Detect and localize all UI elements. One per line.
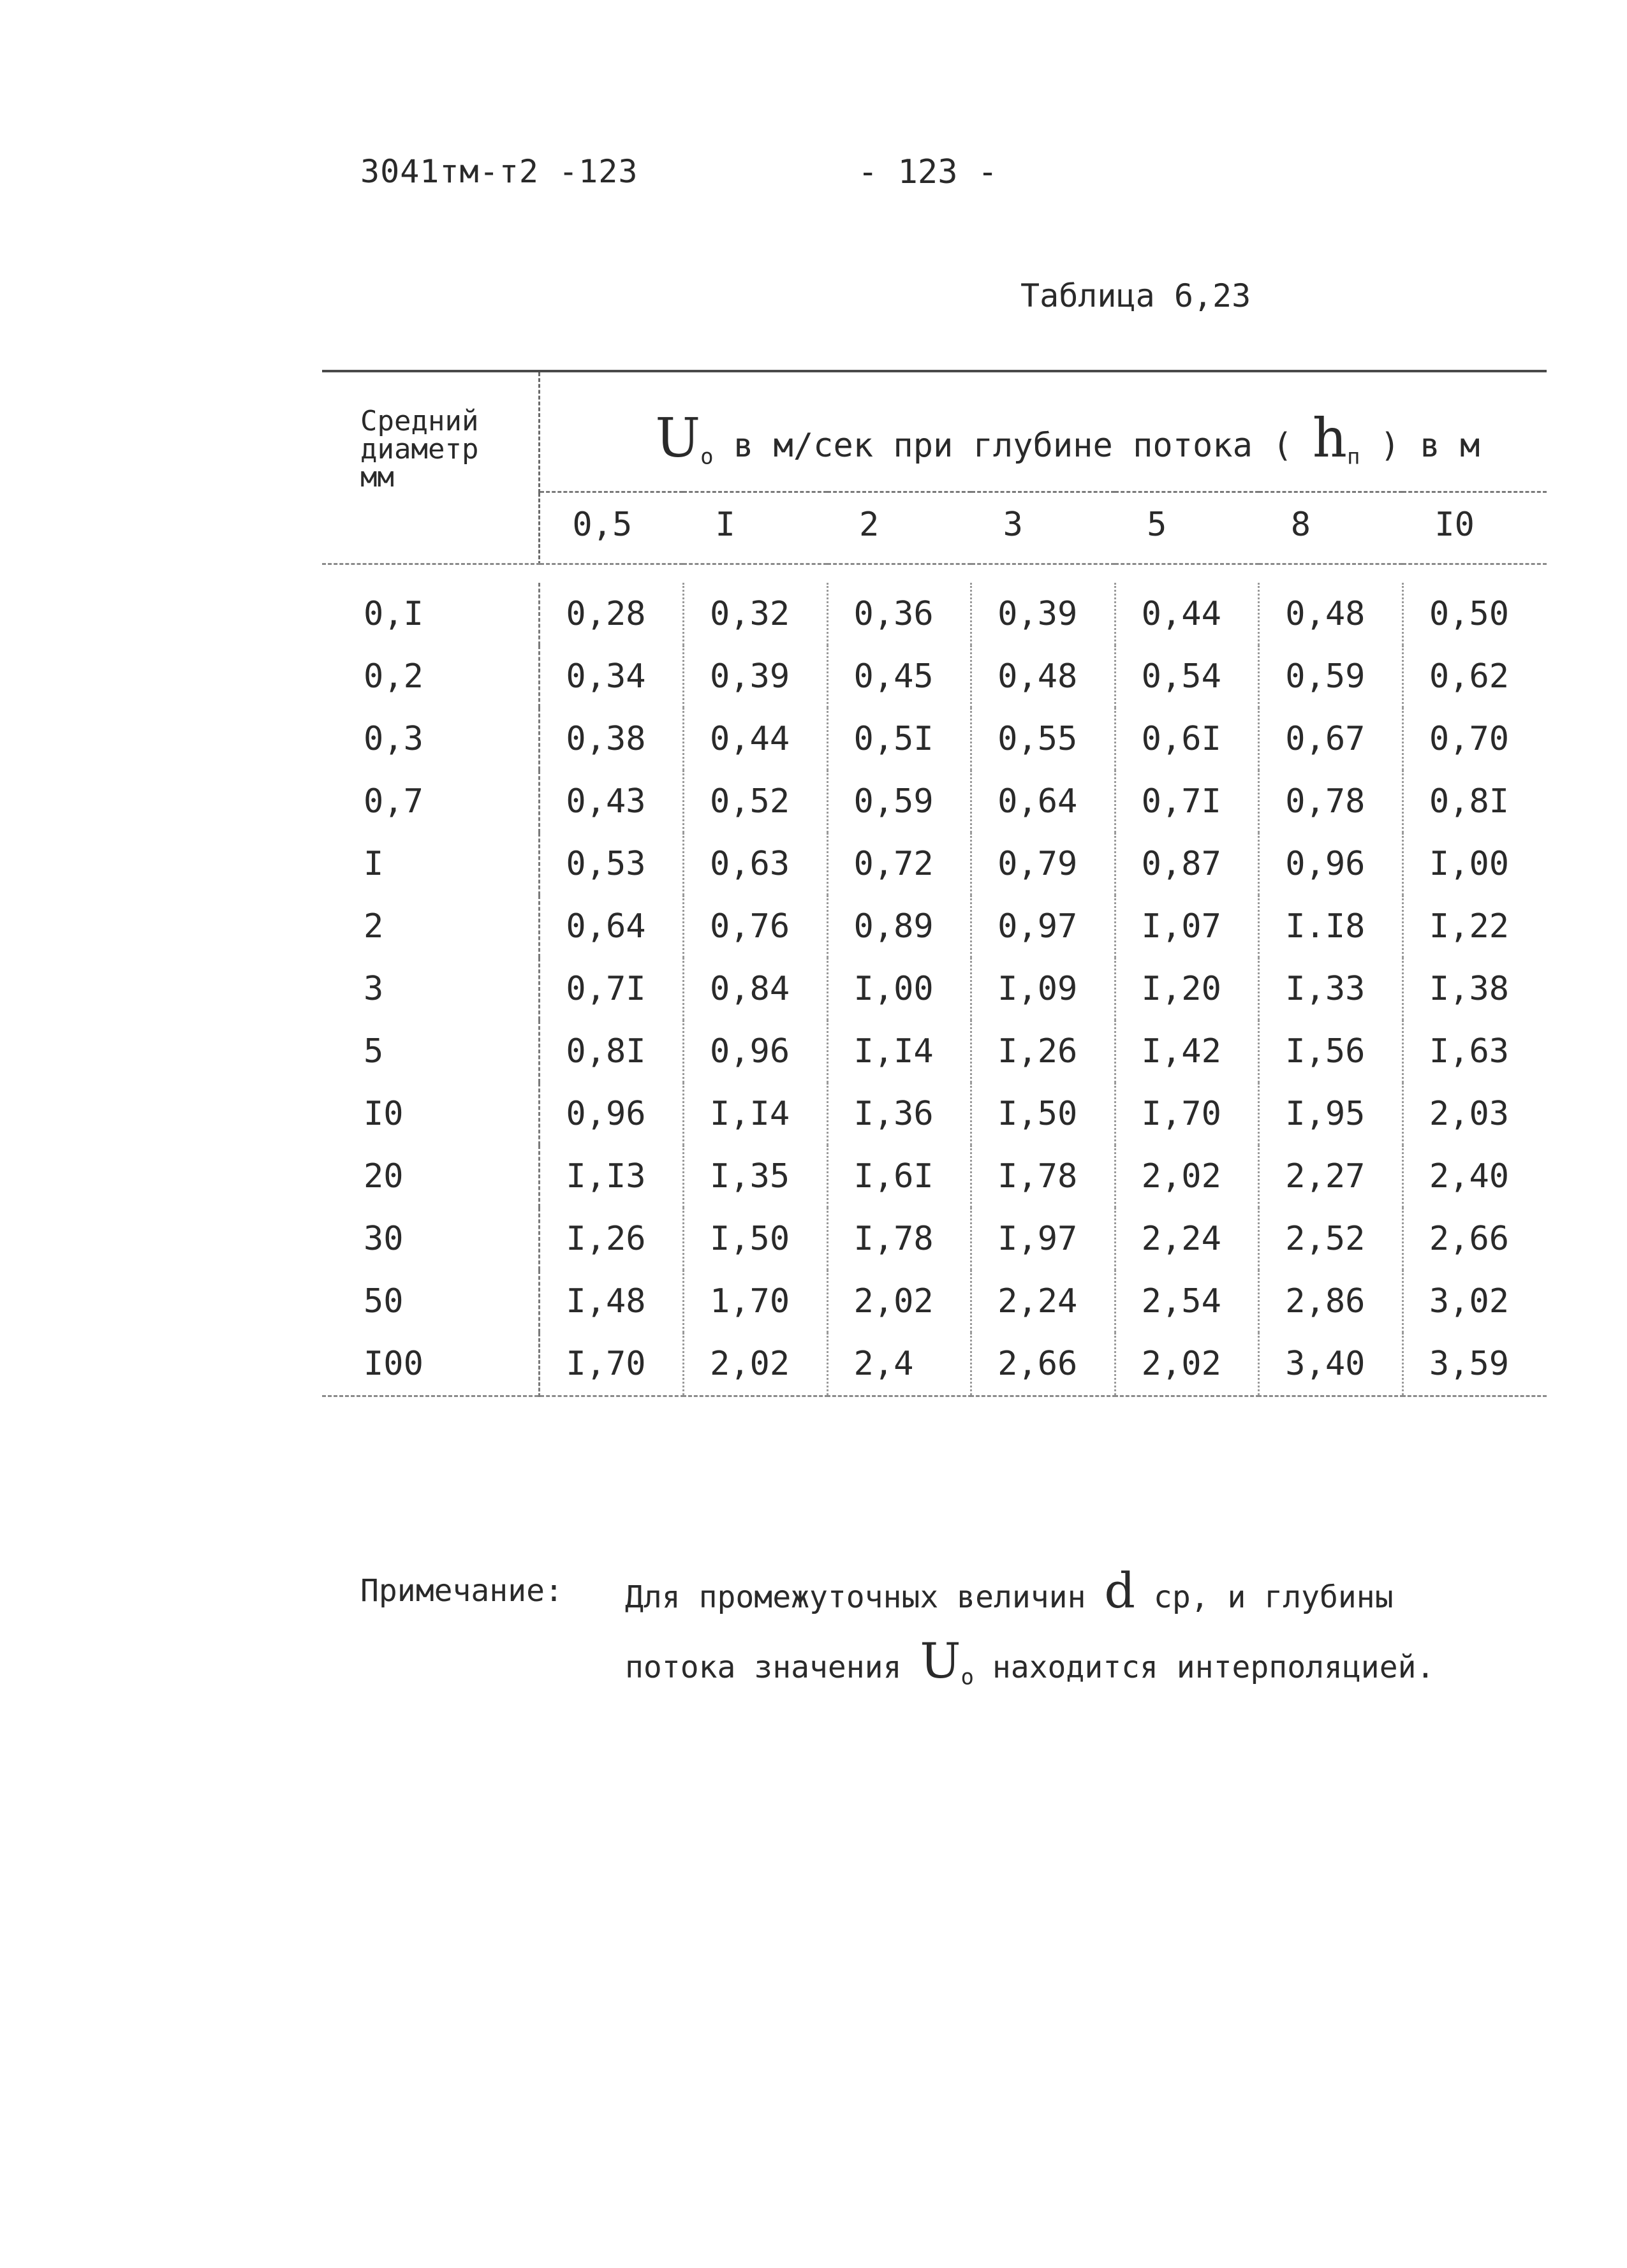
velocity-cell: I,20 <box>1115 958 1259 1020</box>
velocity-cell: 0,96 <box>540 1083 684 1145</box>
velocity-cell: 2,02 <box>1115 1333 1259 1396</box>
velocity-cell: 0,89 <box>827 895 971 958</box>
velocity-cell: 0,97 <box>971 895 1115 958</box>
depth-header-3: 3 <box>971 492 1115 564</box>
velocity-cell: 0,48 <box>971 645 1115 708</box>
velocity-cell: 0,50 <box>1429 594 1510 633</box>
note-line-2-text: потока значения <box>625 1650 920 1685</box>
velocity-cell: I,63 <box>1429 1032 1510 1071</box>
depth-header-2: 2 <box>827 492 971 564</box>
diameter-header-line-1: Средний <box>360 405 479 437</box>
note-line-2 <box>625 1626 1434 1713</box>
table-body <box>322 564 1547 1403</box>
velocity-cell: I,78 <box>971 1145 1115 1208</box>
diameter-cell: 3 <box>322 958 540 1020</box>
table-bottom-rule <box>322 1396 1547 1403</box>
note-line-1-text: Для промежуточных величин <box>625 1579 1105 1615</box>
velocity-cell: 2,66 <box>971 1333 1115 1396</box>
velocity-header-unit: ) в м <box>1380 426 1480 465</box>
table-row <box>322 1083 1547 1145</box>
velocity-cell: 0,6I <box>1115 708 1259 770</box>
velocity-cell: 2,4 <box>827 1333 971 1396</box>
velocity-cell: 0,67 <box>1259 708 1403 770</box>
velocity-cell: 2,24 <box>1115 1208 1259 1270</box>
velocity-cell: 0,7I <box>1115 770 1259 833</box>
note-line-1 <box>625 1556 1394 1632</box>
depth-header-4: 5 <box>1115 492 1259 564</box>
velocity-cell: I,I3 <box>540 1145 684 1208</box>
table-row <box>322 583 1547 645</box>
velocity-cell: 0,28 <box>540 583 684 645</box>
velocity-cell: I,70 <box>1115 1083 1259 1145</box>
velocity-cell: I,38 <box>1429 969 1510 1008</box>
table-spacer <box>322 564 1547 583</box>
depth-symbol-subscript: п <box>1346 443 1360 469</box>
velocity-cell: I,22 <box>1429 907 1510 946</box>
velocity-cell: 0,54 <box>1115 645 1259 708</box>
velocity-cell: 0,8I <box>540 1020 684 1083</box>
velocity-cell: 0,59 <box>827 770 971 833</box>
velocity-cell: 2,03 <box>1429 1094 1510 1133</box>
document-code: 3041тм-т2 -123 <box>360 153 638 190</box>
table-row <box>322 1145 1547 1208</box>
note-diameter-symbol: d <box>1104 1562 1136 1619</box>
table-row <box>322 1333 1547 1396</box>
velocity-cell: 2,86 <box>1259 1270 1403 1333</box>
note-line-1-rest: ср, и глубины <box>1135 1579 1394 1615</box>
velocity-cell: I,33 <box>1259 958 1403 1020</box>
velocity-cell: 0,79 <box>971 833 1115 895</box>
velocity-cell: I,00 <box>827 958 971 1020</box>
velocity-cell: 2,27 <box>1259 1145 1403 1208</box>
diameter-cell: 0,I <box>322 583 540 645</box>
depth-header-5: 8 <box>1259 492 1403 564</box>
velocity-cell: 0,78 <box>1259 770 1403 833</box>
diameter-cell: 20 <box>322 1145 540 1208</box>
velocity-cell: 2,24 <box>971 1270 1115 1333</box>
velocity-cell: 0,45 <box>827 645 971 708</box>
note-line-2-rest: находится интерполяцией. <box>973 1650 1435 1685</box>
velocity-header-text: в м/сек при глубине потока ( <box>713 426 1293 465</box>
velocity-cell: I,48 <box>540 1270 684 1333</box>
velocity-cell: 0,39 <box>971 583 1115 645</box>
velocity-cell: I,95 <box>1259 1083 1403 1145</box>
page-header <box>360 153 1126 204</box>
velocity-cell: 0,5I <box>827 708 971 770</box>
velocity-cell: 2,02 <box>1115 1145 1259 1208</box>
diameter-header-line-3: мм <box>360 461 394 494</box>
diameter-header <box>322 371 540 492</box>
diameter-cell: I0 <box>322 1083 540 1145</box>
table-row <box>322 1208 1547 1270</box>
velocity-cell: 0,96 <box>683 1020 827 1083</box>
velocity-cell: 0,52 <box>683 770 827 833</box>
velocity-cell: 3,02 <box>1429 1282 1510 1321</box>
diameter-cell: 5 <box>322 1020 540 1083</box>
velocity-cell: I,09 <box>971 958 1115 1020</box>
velocity-cell: 3,59 <box>1429 1344 1510 1383</box>
table-caption: Таблица 6,23 <box>1020 277 1251 314</box>
velocity-cell: 0,55 <box>971 708 1115 770</box>
velocity-cell: 2,02 <box>827 1270 971 1333</box>
velocity-cell: 0,34 <box>540 645 684 708</box>
velocity-cell: I,97 <box>971 1208 1115 1270</box>
velocity-cell: I,26 <box>971 1020 1115 1083</box>
table-row <box>322 958 1547 1020</box>
velocity-cell: I,42 <box>1115 1020 1259 1083</box>
velocity-table <box>322 370 1547 1403</box>
table-row <box>322 770 1547 833</box>
note-label: Примечание: <box>360 1573 563 1609</box>
velocity-cell: 0,36 <box>827 583 971 645</box>
velocity-cell: 0,72 <box>827 833 971 895</box>
velocity-cell: I,I4 <box>683 1083 827 1145</box>
velocity-cell: 1,70 <box>683 1270 827 1333</box>
velocity-header <box>540 371 1547 492</box>
velocity-cell: 2,02 <box>683 1333 827 1396</box>
velocity-cell: 0,43 <box>540 770 684 833</box>
velocity-cell: 2,66 <box>1429 1219 1510 1258</box>
velocity-cell: I,00 <box>1429 844 1510 883</box>
velocity-cell: 0,96 <box>1259 833 1403 895</box>
velocity-table-container <box>322 370 1547 1403</box>
velocity-cell: 0,59 <box>1259 645 1403 708</box>
velocity-cell: 0,32 <box>683 583 827 645</box>
velocity-cell: I,70 <box>540 1333 684 1396</box>
velocity-cell: 0,39 <box>683 645 827 708</box>
page-number: - 123 - <box>858 153 998 191</box>
depth-header-0: 0,5 <box>540 492 684 564</box>
velocity-symbol-subscript: о <box>700 443 714 469</box>
diameter-header-line-2: диаметр <box>360 433 479 465</box>
velocity-cell: I,I4 <box>827 1020 971 1083</box>
diameter-cell: 2 <box>322 895 540 958</box>
depth-symbol: h <box>1312 406 1347 469</box>
velocity-cell: 0,76 <box>683 895 827 958</box>
depth-header-1: I <box>683 492 827 564</box>
table-row <box>322 708 1547 770</box>
depth-header-6: I0 <box>1402 492 1547 564</box>
diameter-cell: 0,2 <box>322 645 540 708</box>
velocity-cell: 2,54 <box>1115 1270 1259 1333</box>
diameter-cell: I <box>322 833 540 895</box>
velocity-cell: 0,7I <box>540 958 684 1020</box>
note-velocity-symbol: U <box>920 1632 961 1689</box>
velocity-cell: 0,48 <box>1259 583 1403 645</box>
velocity-cell: 3,40 <box>1259 1333 1403 1396</box>
velocity-symbol: U <box>655 406 701 469</box>
velocity-cell: 2,40 <box>1429 1157 1510 1196</box>
velocity-cell: I.I8 <box>1259 895 1403 958</box>
velocity-cell: 0,53 <box>540 833 684 895</box>
velocity-cell: 0,8I <box>1429 782 1510 821</box>
diameter-cell: 30 <box>322 1208 540 1270</box>
velocity-cell: 0,87 <box>1115 833 1259 895</box>
table-row <box>322 645 1547 708</box>
velocity-cell: 0,64 <box>971 770 1115 833</box>
velocity-cell: 0,44 <box>683 708 827 770</box>
velocity-cell: 2,52 <box>1259 1208 1403 1270</box>
velocity-cell: 0,63 <box>683 833 827 895</box>
velocity-cell: 0,84 <box>683 958 827 1020</box>
diameter-cell: I00 <box>322 1333 540 1396</box>
velocity-cell: I,50 <box>971 1083 1115 1145</box>
velocity-cell: 0,70 <box>1429 719 1510 758</box>
velocity-cell: I,56 <box>1259 1020 1403 1083</box>
velocity-cell: 0,38 <box>540 708 684 770</box>
diameter-cell: 0,7 <box>322 770 540 833</box>
velocity-cell: I,07 <box>1115 895 1259 958</box>
velocity-cell: I,50 <box>683 1208 827 1270</box>
table-row <box>322 895 1547 958</box>
diameter-cell: 50 <box>322 1270 540 1333</box>
velocity-cell: I,36 <box>827 1083 971 1145</box>
velocity-cell: I,78 <box>827 1208 971 1270</box>
table-row <box>322 1270 1547 1333</box>
velocity-cell: 0,62 <box>1429 657 1510 696</box>
velocity-cell: I,6I <box>827 1145 971 1208</box>
note-velocity-symbol-subscript: о <box>961 1664 974 1690</box>
velocity-cell: 0,44 <box>1115 583 1259 645</box>
diameter-cell: 0,3 <box>322 708 540 770</box>
diameter-header-spacer <box>322 492 540 564</box>
table-row <box>322 833 1547 895</box>
table-bottom-rule-cell <box>322 1396 1547 1403</box>
velocity-cell: 0,64 <box>540 895 684 958</box>
velocity-cell: I,35 <box>683 1145 827 1208</box>
table-row <box>322 1020 1547 1083</box>
velocity-cell: I,26 <box>540 1208 684 1270</box>
